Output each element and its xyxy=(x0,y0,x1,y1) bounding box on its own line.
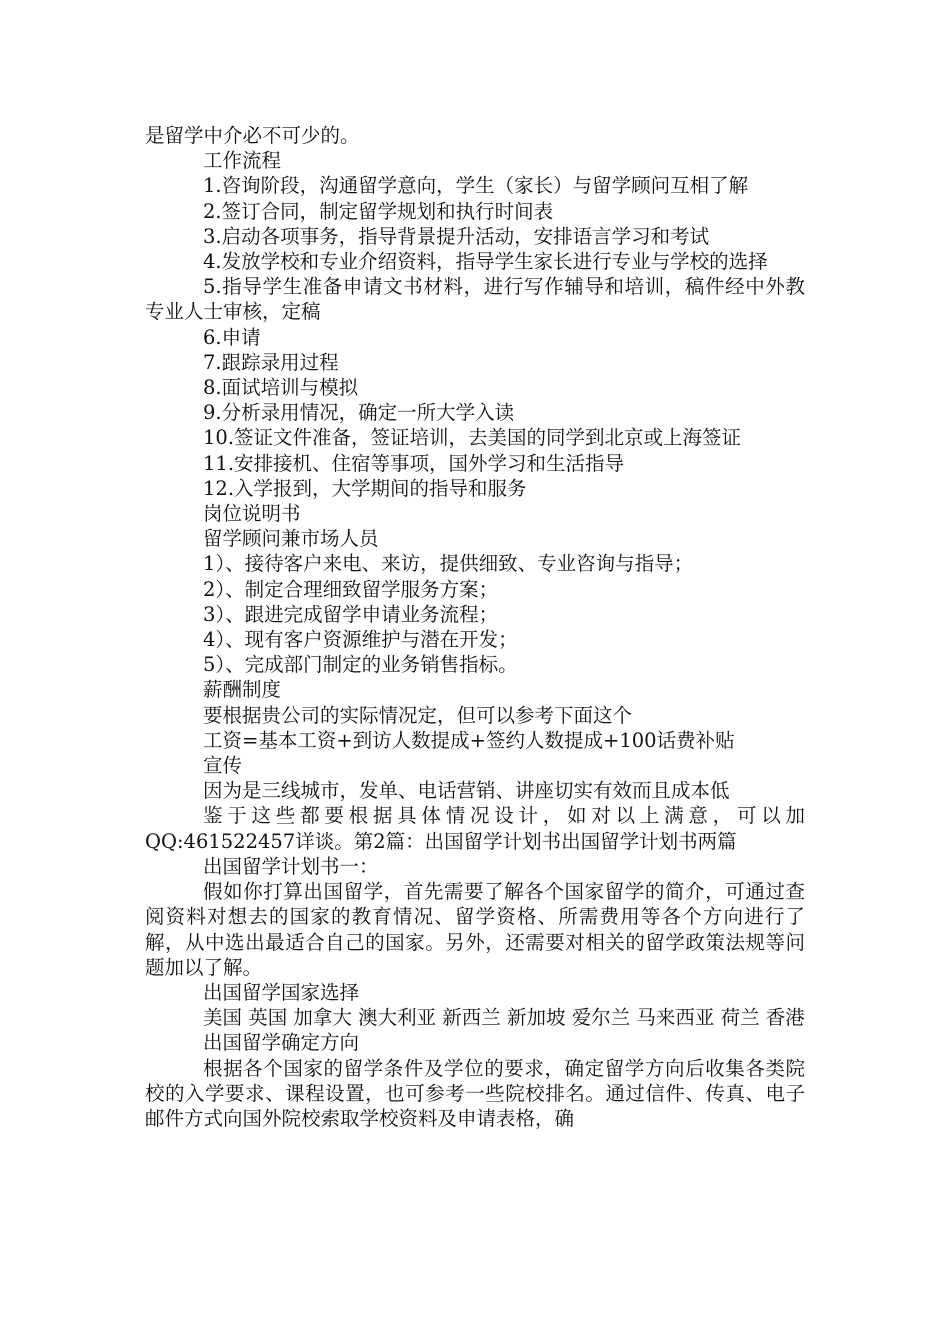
section-heading: 宣传 xyxy=(203,754,243,778)
text-line: 工资=基本工资+到访人数提成+签约人数提成+100话费补贴 xyxy=(203,728,735,752)
section-heading: 薪酬制度 xyxy=(203,678,282,702)
list-item: 11.安排接机、住宿等事项，国外学习和生活指导 xyxy=(203,451,625,475)
list-item: 4）、现有客户资源维护与潜在开发； xyxy=(203,628,518,652)
text-line: 因为是三线城市，发单、电话营销、讲座切实有效而且成本低 xyxy=(203,779,730,803)
text-line: 是留学中介必不可少的。 xyxy=(145,124,360,147)
paragraph: 4.发放学校和专业介绍资料，指导学生家长进行专业与学校的选择 xyxy=(203,250,768,274)
list-item: 7.跟踪录用过程 xyxy=(203,350,339,374)
list-item: 1）、接待客户来电、来访，提供细致、专业咨询与指导； xyxy=(203,552,694,576)
paragraph: 1.咨询阶段，沟通留学意向，学生（家长）与留学顾问互相了解 xyxy=(203,174,749,198)
section-heading: 岗位说明书 xyxy=(203,502,301,526)
section-heading: 出国留学国家选择 xyxy=(203,980,360,1004)
list-item: 5）、完成部门制定的业务销售指标。 xyxy=(203,653,518,677)
country-list: 美国 英国 加拿大 澳大利亚 新西兰 新加坡 爱尔兰 马来西亚 荷兰 香港 xyxy=(203,1006,805,1030)
paragraph: 鉴于这些都要根据具体情况设计，如对以上满意，可以加QQ:461522457详谈。第2篇：出国留学计划书出国留学计划书两篇 xyxy=(145,804,805,853)
paragraph: 5.指导学生准备申请文书材料，进行写作辅导和培训，稿件经中外教专业人士审核，定稿 xyxy=(145,275,805,324)
paragraph: 根据各个国家的留学条件及学位的要求，确定留学方向后收集各类院校的入学要求、课程设置，也可参考一些院校排名。通过信件、传真、电子邮件方式向国外院校索取学校资料及申请表格，确 xyxy=(145,1056,805,1130)
list-item: 12.入学报到，大学期间的指导和服务 xyxy=(203,476,527,500)
list-item: 3）、跟进完成留学申请业务流程； xyxy=(203,602,499,626)
text-line: 要根据贵公司的实际情况定，但可以参考下面这个 xyxy=(203,703,633,727)
section-heading: 留学顾问兼市场人员 xyxy=(203,527,379,551)
document-page xyxy=(145,123,805,1131)
list-item: 9.分析录用情况，确定一所大学入读 xyxy=(203,401,515,425)
section-heading: 工作流程 xyxy=(203,149,282,173)
list-item: 3.启动各项事务，指导背景提升活动，安排语言学习和考试 xyxy=(203,224,710,248)
paragraph: 假如你打算出国留学，首先需要了解各个国家留学的简介，可通过查阅资料对想去的国家的教育情况、留学资格、所需费用等各个方向进行了解，从中选出最适合自己的国家。另外，还需要对相关的留学政策法规等问题加以了解。 xyxy=(145,880,805,979)
list-item: 2）、制定合理细致留学服务方案； xyxy=(203,577,499,601)
section-heading: 出国留学确定方向 xyxy=(203,1031,360,1055)
list-item: 8.面试培训与模拟 xyxy=(203,376,359,400)
section-heading: 出国留学计划书一： xyxy=(203,854,379,878)
paragraph: 10.签证文件准备，签证培训，去美国的同学到北京或上海签证 xyxy=(203,426,742,450)
list-item: 2.签订合同，制定留学规划和执行时间表 xyxy=(203,199,554,223)
list-item: 6.申请 xyxy=(203,325,261,349)
